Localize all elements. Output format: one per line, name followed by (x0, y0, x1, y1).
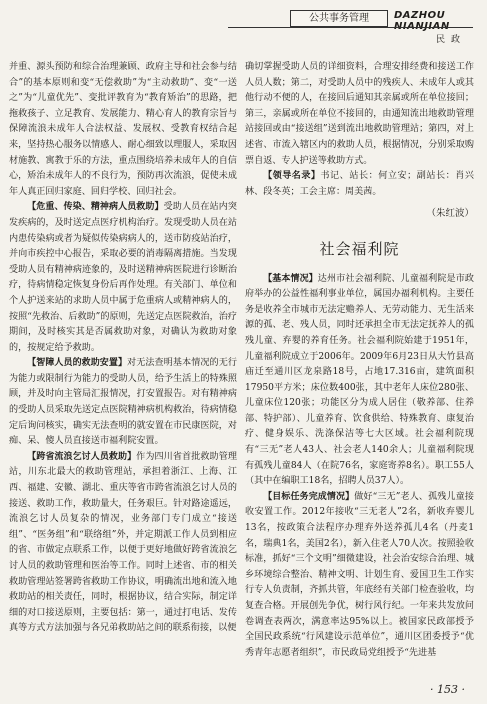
paragraph: 【基本情况】达州市社会福利院、儿童福利院是市政府举办的公益性福利事业单位，属国办福利机构。主要任务是收养全市城市无法定赡养人、无劳动能力、无生活来源的孤、老、残人员，同时还承担全市无法定抚养人的孤残儿童、弃婴的养育任务。社会福利院始建于1951年，儿童福利院成立于2006年。2009年6月23日从大竹县高庙迁至通川区龙泉路18号，占地17.316亩，建筑面积17950平方米；床位数400张，其中老年人床位280张、儿童床位120张；功能区分为成人居住（敬养部、住养部、特护部）、儿童养育、饮食供给、特殊教育、康复治疗、健身娱乐、洗涤保洁等七大区域。社会福利院现有“三无”老人43人、社会老人140余人；儿童福利院现有孤残儿童84人（在院76名，家庭寄养8名）。职工55人（其中在编职工18名，招聘人员37人）。 (245, 273, 474, 487)
author-credit: （朱红波） (426, 208, 474, 220)
header-section-tab: 公共事务管理 (290, 10, 388, 27)
paragraph: 并重、源头预防和综合治理兼顾、政府主导和社会参与结合”的基本原则和变“无偿救助”为“主动救助”、变“一送之”为“儿童优先”、变批评教育为“教育矫治”的思路，把拖救孩子、立足教育、发展能力、精心育人的教育宗旨与保障流浪未成年人合法权益、发展权、受教育权结合起来，坚持热心服务以情感人、耐心细致以理服人，采取因材施教、寓教于乐的方法，重点围绕培养未成年人的自信心，矫治未成年人的不良行为，预防再次流浪，促使未成年人真正回归家庭、回归学校、回归社会。 (9, 62, 237, 197)
paragraph: 【跨省流浪乞讨人员救助】作为四川省首批救助管理站，川东北最大的救助管理站，承担着浙江、上海、江西、福建、安徽、湖北、重庆等省市跨省流浪乞讨人员的接送、救助工作，救助量大，任务艰巨。针对路途遥远，流浪乞讨人员复杂的情况，业务部门专门成立“接送组”、“医务组”和“联络组”外，并定期派工作人员到相应的省、市做定点联系工作，以便于更好地做好跨省流浪乞讨人员的救助管理和医治等工作。同时上述省、市的相关救助管理站签署跨省救助工作协议，明确流出地和流入地救助站的相关责任，同时，根据协议，结合实际，制定详细的对口接送原则，主要包括：第一，通过打电话、发传真等方式方法加强与各兄弟救助站之间的联系衔接，以便 (9, 451, 237, 634)
paragraph: 【目标任务完成情况】做好“三无”老人、孤残儿童接收安置工作。2012年接收“三无老人”2名，新收弃婴儿13名，按政策合法程序办理弃外送养孤儿4名（丹麦1名，瑞典1名，美国2名），新入住老人70人次。按照验收标准，抓好“三个文明”细微建设，社会治安综合治理、城乡环境综合整治、精神文明、计划生育、爱国卫生工作实行专人负责制，齐抓共管，年底经有关部门检查验收，均复查合格。开展创先争优，树行风行纪。一年来共发放问卷调查表两次，满意率达95%以上。被国家民政部授予全国民政系统“行风建设示范单位”，通川区团委授予“优秀青年志愿者组织”，市民政局党组授予“先进基 (245, 491, 474, 658)
subheading: 【危重、传染、精神病人员救助】 (27, 202, 164, 213)
paragraph: 确切掌握受助人员的详细资料，合理安排经费和接送工作人员人数；第二，对受助人员中的残疾人、未成年人或其他行动不便的人，在接回后通知其亲属或所在单位接回；第三，亲属或所在单位不接回的，由通知流出地救助管理站接回或由“接送组”送到流出地救助管理站；第四，对上述省、市流入辖区内的救助人员，根据情况，分别采取购票自返、专人护送等救助方式。 (245, 62, 474, 166)
page-header (18, 4, 470, 45)
subheading: 【目标任务完成情况】 (263, 491, 355, 502)
paragraph: 【危重、传染、精神病人员救助】受助人员在站内突发疾病的，及时送定点医疗机构治疗。发现受助人员在站内患传染病或者为疑似传染病病人的，送市防疫站治疗，并向市疾控中心报告，采取必要的消毒隔离措施。当发现受助人员有精神病迹象的，及时送精神病医院进行诊断治疗，待病情稳定恢复身份后再作处理。有关部门、单位和个人护送来站的求助人员中属于危重病人或精神病人的，按照“先救治、后救助”的原则，先送定点医院救治，治疗期间，及时核实其是否属救助对象，对确认为救助对象的，按规定给予救助。 (9, 202, 237, 353)
subheading: 【领导名录】 (263, 171, 321, 182)
subheading: 【基本情况】 (263, 273, 318, 284)
subheading: 【智障人员的救助安置】 (27, 358, 128, 369)
page-number: · 153 · (430, 683, 465, 696)
paragraph: 【智障人员的救助安置】对无法查明基本情况的无行为能力或限制行为能力的受助人员，给予生活上的特殊照顾，并及时向主管局汇报情况，打安置报告。对有精神病的受助人员采取先送定点医院精神病机构救治，待病情稳定后询问核实，确实无法查明的就安置在市民康医院，对痴、呆、傻人员直接送市福利院安置。 (9, 358, 237, 447)
journal-name: DAZHOU NIANJIAN (394, 10, 450, 32)
header-rule (228, 27, 473, 28)
right-column (245, 60, 474, 661)
paragraph: 【领导名录】书记、站长：何立安；副站长：肖兴林、段冬英；工会主席：周美茜。 (245, 171, 474, 197)
section-label: 民政 (436, 35, 467, 45)
subheading: 【跨省流浪乞讨人员救助】 (27, 451, 137, 462)
section-title: 社会福利院 (319, 239, 400, 258)
left-column (9, 60, 237, 637)
